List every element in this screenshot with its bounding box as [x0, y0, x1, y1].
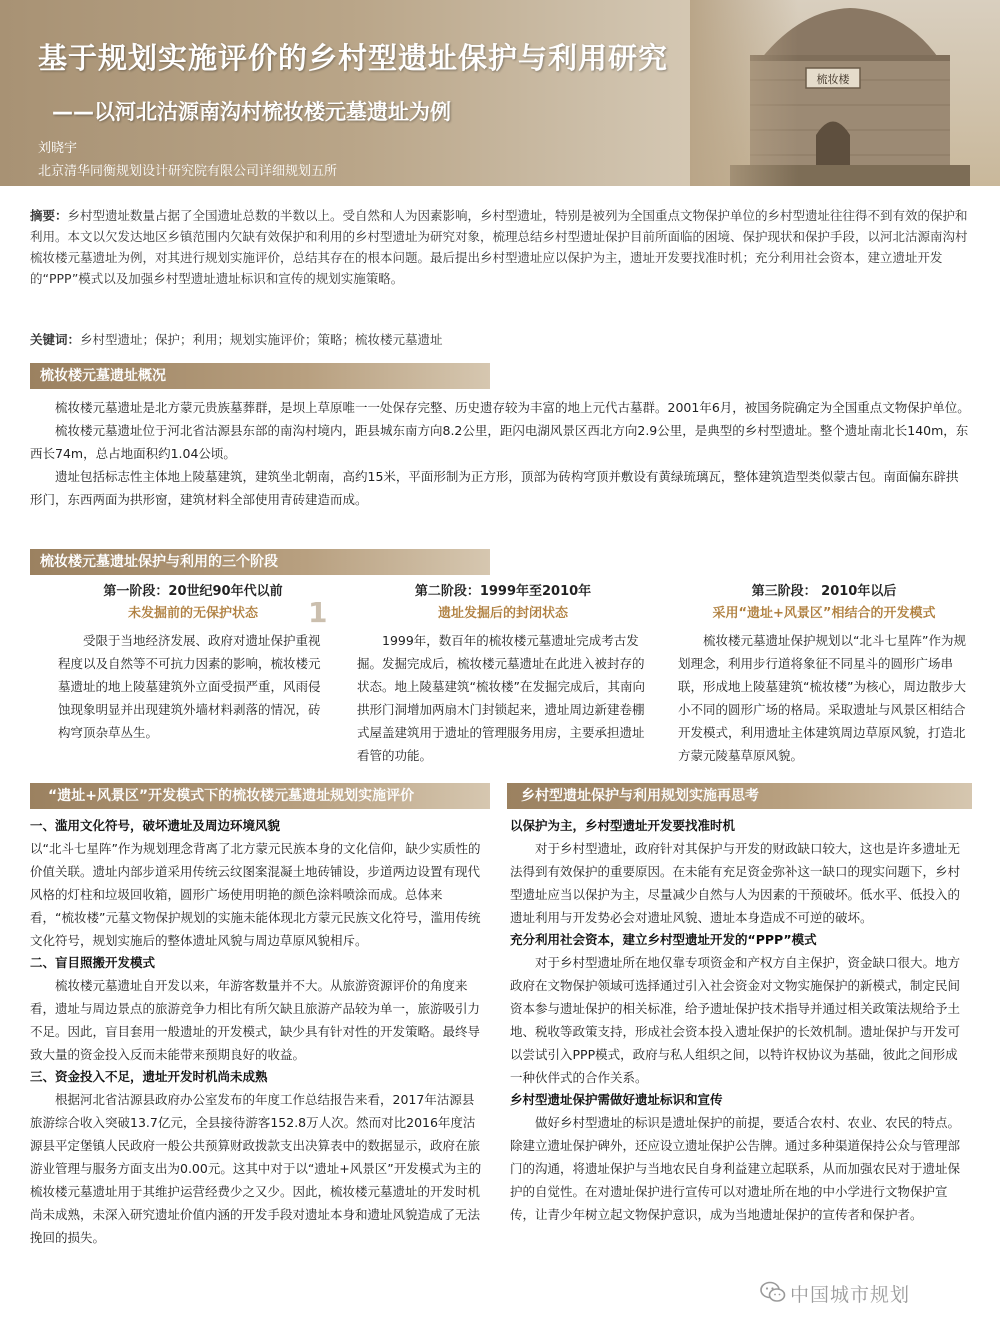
abstract	[30, 205, 970, 289]
stage-column-3	[678, 581, 970, 767]
stage-subheading: 采用“遗址+风景区”相结合的开发模式	[712, 606, 936, 621]
rethink-item-heading: 以保护为主，乡村型遗址开发要找准时机	[510, 818, 736, 833]
stage-text: 受限于当地经济发展、政府对遗址保护重视程度以及自然等不可抗力因素的影响，梳妆楼元墓遗址的地上陵墓建筑外立面受损严重，风雨侵蚀现象明显并出现建筑外墙材料剥落的情况，砖构穹顶杂草丛生。	[58, 633, 321, 740]
watermark-text: 中国城市规划	[790, 1284, 911, 1306]
section-rethink-heading: 乡村型遗址保护与利用规划实施再思考	[507, 783, 972, 809]
figure-number: 1	[308, 596, 328, 629]
keywords	[30, 330, 970, 348]
rethink-item-text: 做好乡村型遗址的标识是遗址保护的前提，要适合农村、农业、农民的特点。除建立遗址保护碑外，还应设立遗址保护公告牌。通过多种渠道保持公众与管理部门的沟通，将遗址保护与当地农民自身利益建立起联系，从而加强农民对于遗址保护的自觉性。在对遗址保护进行宣传可以对遗址所在地的中小学进行文物保护宣传，让青少年树立起文物保护意识，成为当地遗址保护的宣传者和保护者。	[510, 1115, 961, 1222]
stage-heading: 第一阶段：20世纪90年代以前	[103, 584, 283, 599]
rethink-item-heading: 乡村型遗址保护需做好遗址标识和宣传	[510, 1092, 723, 1107]
stage-subheading: 遗址发掘后的封闭状态	[437, 606, 568, 621]
evaluation-item-text: 以“北斗七星阵”作为规划理念背离了北方蒙元民族本身的文化信仰，缺少实质性的价值关联。遗址内部步道采用传统云纹图案混凝土地砖铺设，步道两边设置有现代风格的灯柱和垃圾回收箱，圆形广场使用明艳的颜色涂料喷涂而成。总体来看，“梳妆楼”元墓文物保护规划的实施未能体现北方蒙元民族文化符号，滥用传统文化符号，规划实施后的整体遗址风貌与周边草原风貌相斥。	[30, 841, 481, 948]
keywords-label: 关键词：	[30, 332, 81, 347]
stage-text: 1999年，数百年的梳妆楼元墓遗址完成考古发掘。发掘完成后，梳妆楼元墓遗址在此进入被封存的状态。地上陵墓建筑“梳妆楼”在发掘完成后，其南向拱形门洞增加两扇木门封锁起来，遗址周边新建卷棚式屋盖建筑用于遗址的管理服务用房，主要承担遗址看管的功能。	[357, 633, 645, 763]
evaluation-item-text: 根据河北省沽源县政府办公室发布的年度工作总结报告来看，2017年沽源县旅游综合收入突破13.7亿元，全县接待游客152.8万人次。然而对比2016年度沽源县平定堡镇人民政府一般公共预算财政拨款支出决算表中的数据显示，政府在旅游业管理与服务方面支出为0.00元。这其中对于以“遗址+风景区”开发模式为主的梳妆楼元墓遗址用于其维护运营经费少之又少。因此，梳妆楼元墓遗址的开发时机尚未成熟，未深入研究遗址价值内涵的开发手段对遗址本身和遗址风貌造成了无法挽回的损失。	[30, 1092, 482, 1245]
section-overview-body	[30, 396, 970, 511]
evaluation-item-heading: 三、资金投入不足，遗址开发时机尚未成熟	[30, 1069, 268, 1084]
keywords-text: 乡村型遗址；保护；利用；规划实施评价；策略；梳妆楼元墓遗址	[80, 332, 443, 347]
section-rethink-body	[510, 815, 970, 1226]
stage-column-2	[357, 581, 649, 767]
section-evaluation-body	[30, 815, 485, 1249]
stage-subheading: 未发掘前的无保护状态	[127, 606, 258, 621]
stage-heading: 第二阶段：1999年至2010年	[414, 584, 592, 599]
header-banner	[0, 0, 1000, 186]
tomb-building-image	[690, 0, 1000, 186]
stage-text: 梳妆楼元墓遗址保护规划以“北斗七星阵”作为规划理念，利用步行道将象征不同星斗的圆形广场串联，形成地上陵墓建筑“梳妆楼”为核心，周边散步大小不同的圆形广场的格局。采取遗址与风景区相结合开发模式，利用遗址主体建筑周边草原风貌，打造北方蒙元陵墓草原风貌。	[678, 633, 966, 763]
section-stages-heading: 梳妆楼元墓遗址保护与利用的三个阶段	[30, 549, 490, 575]
evaluation-item-heading: 一、滥用文化符号，破坏遗址及周边环境风貌	[30, 818, 281, 833]
abstract-text: 乡村型遗址数量占据了全国遗址总数的半数以上。受自然和人为因素影响，乡村型遗址，特别是被列为全国重点文物保护单位的乡村型遗址往往得不到有效的保护和利用。本文以欠发达地区乡镇范围内欠缺有效保护和利用的乡村型遗址为研究对象，梳理总结乡村型遗址保护目前所面临的困境、保护现状和保护手段，以河北沽源南沟村梳妆楼元墓遗址为例，对其进行规划实施评价，总结其存在的根本问题。最后提出乡村型遗址应以保护为主，遗址开发要找准时机；充分利用社会资本，建立遗址开发的“PPP”模式以及加强乡村型遗址遗址标识和宣传的规划实施策略。	[30, 208, 968, 286]
author: 刘晓宇	[38, 141, 78, 156]
page-title: 基于规划实施评价的乡村型遗址保护与利用研究	[38, 41, 669, 75]
overview-paragraph: 梳妆楼元墓遗址位于河北省沽源县东部的南沟村境内，距县城东南方向8.2公里，距闪电湖风景区西北方向2.9公里，是典型的乡村型遗址。整个遗址南北长140m，东西长74m，总占地面积约1.04公顷。	[30, 423, 969, 461]
evaluation-item-text: 梳妆楼元墓遗址自开发以来，年游客数量并不大。从旅游资源评价的角度来看，遗址与周边景点的旅游竞争力相比有所欠缺且旅游产品较为单一，旅游吸引力不足。因此，盲目套用一般遗址的开发模式，缺少具有针对性的开发策略。最终导致大量的资金投入反而未能带来预期良好的收益。	[30, 978, 481, 1062]
stage-heading: 第三阶段： 2010年以后	[751, 584, 897, 599]
rethink-item-heading: 充分利用社会资本，建立乡村型遗址开发的“PPP”模式	[510, 932, 817, 947]
rethink-item-text: 对于乡村型遗址，政府针对其保护与开发的财政缺口较大，这也是许多遗址无法得到有效保护的重要原因。在未能有充足资金弥补这一缺口的现实问题下，乡村型遗址应当以保护为主，尽量减少自然与人为因素的干预破坏。低水平、低投入的遗址利用与开发势必会对遗址风貌、遗址本身造成不可逆的破坏。	[510, 841, 961, 925]
section-overview-heading: 梳妆楼元墓遗址概况	[30, 363, 490, 389]
overview-paragraph: 梳妆楼元墓遗址是北方蒙元贵族墓葬群，是坝上草原唯一一处保存完整、历史遗存较为丰富的地上元代古墓群。2001年6月，被国务院确定为全国重点文物保护单位。	[55, 400, 970, 415]
evaluation-item-heading: 二、盲目照搬开发模式	[30, 955, 156, 970]
abstract-label: 摘要：	[30, 208, 68, 223]
page-subtitle: ——以河北沽源南沟村梳妆楼元墓遗址为例	[52, 100, 451, 124]
rethink-item-text: 对于乡村型遗址所在地仅靠专项资金和产权方自主保护，资金缺口很大。地方政府在文物保护领域可选择通过引入社会资金对文物实施保护的新模式，制定民间资本参与遗址保护的相关标准，给予遗址保护技术指导并通过相关政策法规给予土地、税收等政策支持，形成社会资本投入遗址保护的长效机制。遗址保护与开发可以尝试引入PPP模式，政府与私人组织之间，以特许权协议为基础，彼此之间形成一种伙伴式的合作关系。	[510, 955, 961, 1085]
organization: 北京清华同衡规划设计研究院有限公司详细规划五所	[38, 164, 338, 179]
section-evaluation-heading: “遗址+风景区”开发模式下的梳妆楼元墓遗址规划实施评价	[30, 783, 490, 809]
overview-paragraph: 遗址包括标志性主体地上陵墓建筑，建筑坐北朝南，高约15米，平面形制为正方形，顶部为砖构穹顶并敷设有黄绿琉璃瓦，整体建筑造型类似蒙古包。南面偏东辟拱形门，东西两面为拱形窗，建筑材料全部使用青砖建造而成。	[30, 469, 959, 507]
stage-column-1	[58, 581, 328, 744]
wechat-icon	[760, 1280, 786, 1304]
